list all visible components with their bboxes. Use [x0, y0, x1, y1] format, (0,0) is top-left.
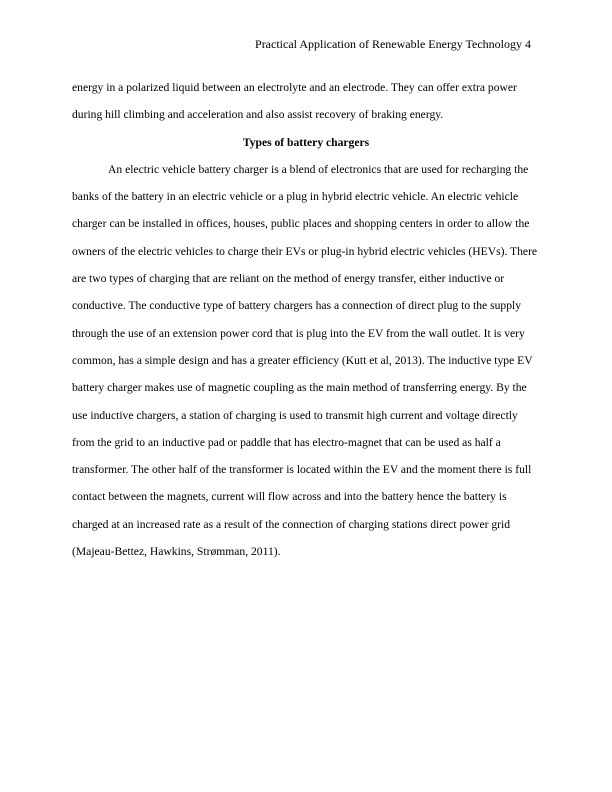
paragraph-continuation: energy in a polarized liquid between an electrolyte and an electrode. They can offer extra power during hill climbing and acceleration and also assist recovery of braking energy. [72, 81, 517, 122]
document-body [72, 74, 540, 565]
running-head: Practical Application of Renewable Energy Technology 4 [255, 37, 531, 51]
section-heading: Types of battery chargers [242, 135, 370, 149]
paragraph-battery-chargers: An electric vehicle battery charger is a blend of electronics that are used for recharging the banks of the battery in an electric vehicle or a plug in hybrid electric vehicle. An electric vehicle charger can be installed in offices, houses, public places and shopping centers in order to allow the owners of the electric vehicles to charge their EVs or plug-in hybrid electric vehicles (HEVs). There are two types of charging that are reliant on the method of energy transfer, either inductive or conductive. The conductive type of battery chargers has a connection of direct plug to the supply through the use of an extension power cord that is plug into the EV from the wall outlet. It is very common, has a simple design and has a greater efficiency (Kutt et al, 2013). The inductive type EV battery charger makes use of magnetic coupling as the main method of transferring energy. By the use inductive chargers, a station of charging is used to transmit high current and voltage directly from the grid to an inductive pad or paddle that has electro-magnet that can be used as half a transformer. The other half of the transformer is located within the EV and the moment there is full contact between the magnets, current will flow across and into the battery hence the battery is charged at an increased rate as a result of the connection of charging stations direct power grid (Majeau-Bettez, Hawkins, Strømman, 2011). [72, 162, 538, 559]
